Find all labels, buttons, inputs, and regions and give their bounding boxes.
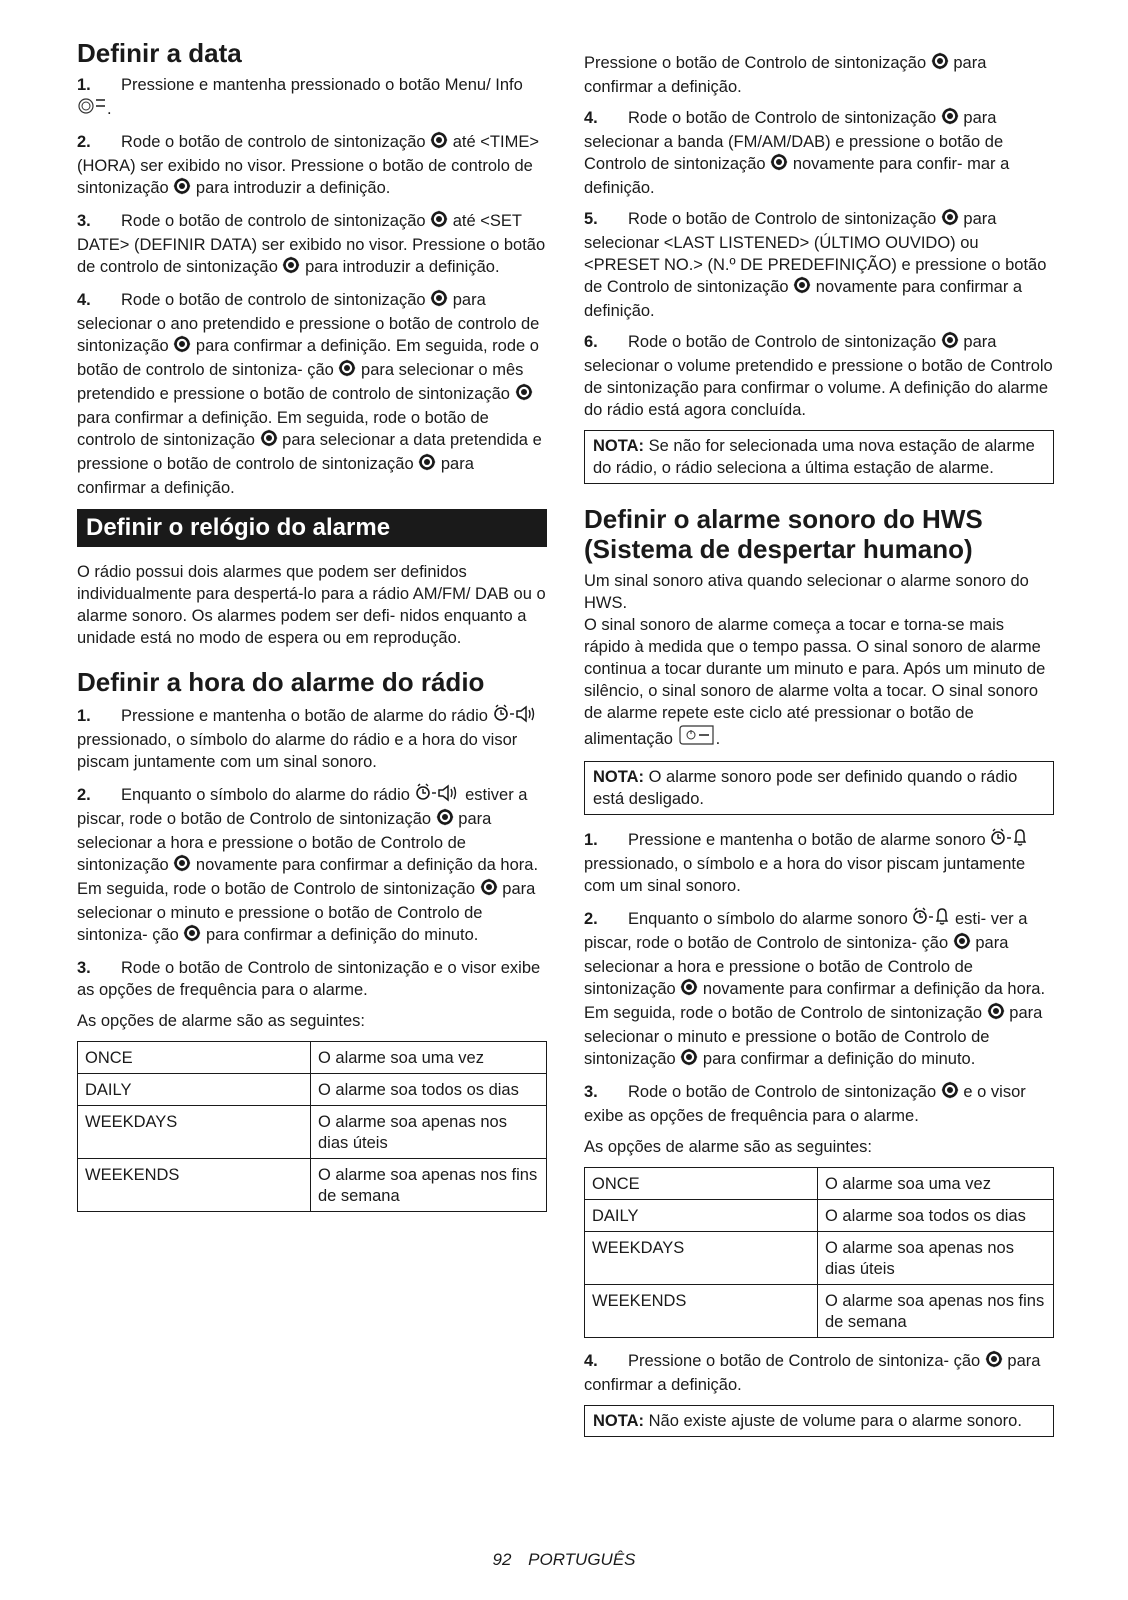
date-step-3	[77, 210, 547, 280]
step-text: Rode o botão de controlo de sintonização	[121, 133, 426, 151]
table-cell: O alarme soa apenas nos dias úteis	[311, 1106, 547, 1159]
table-cell: DAILY	[585, 1200, 818, 1232]
table-cell: WEEKENDS	[585, 1285, 818, 1338]
tuning-knob-icon	[430, 289, 448, 313]
step-text: até <SET DATE> (DEFINIR DATA) ser exibido no visor. Pressione o botão de controlo de sintonização	[77, 212, 546, 276]
step-text: Pressione e mantenha pressionado o botão Menu/ Info	[121, 76, 523, 94]
buzzer-step-3	[584, 1081, 1054, 1127]
step-text: .	[107, 100, 112, 118]
tuning-knob-icon	[173, 177, 191, 201]
step-text: Rode o botão de Controlo de sintonização	[628, 210, 937, 228]
radio-step-continued	[584, 52, 1054, 98]
radio-step-5	[584, 208, 1054, 322]
step-text: Pressione e mantenha o botão de alarme sonoro	[628, 831, 986, 849]
paragraph-text: .	[715, 730, 721, 748]
power-button-icon	[678, 724, 716, 752]
alarm-options-table	[584, 1167, 1054, 1338]
tuning-knob-icon	[793, 276, 811, 300]
step-number: 4.	[584, 1352, 598, 1370]
table-row	[585, 1168, 1054, 1200]
step-text: para confirmar a definição.	[584, 54, 987, 96]
radio-alarm-icon	[415, 782, 461, 808]
radio-alarm-icon	[493, 703, 539, 729]
note-label: NOTA:	[593, 437, 645, 455]
radio-step-2	[77, 782, 547, 948]
step-number: 3.	[77, 212, 91, 230]
table-row	[78, 1074, 547, 1106]
table-cell: O alarme soa apenas nos fins de semana	[311, 1159, 547, 1212]
step-text: para selecionar a data pretendida e pressione o botão de controlo de sintonização	[77, 431, 542, 473]
buzzer-step-1	[584, 827, 1054, 897]
tuning-knob-icon	[985, 1350, 1003, 1374]
tuning-knob-icon	[941, 208, 959, 232]
table-cell: ONCE	[78, 1042, 311, 1074]
step-text: para confirmar a definição.	[584, 1352, 1041, 1394]
step-text: Pressione e mantenha o botão de alarme do rádio	[121, 707, 488, 725]
step-text: pressionado, o símbolo e a hora do visor piscam juntamente com um sinal sonoro.	[584, 855, 1026, 895]
date-step-2	[77, 131, 547, 201]
table-row	[78, 1042, 547, 1074]
table-cell: WEEKDAYS	[78, 1106, 311, 1159]
section-title-set-date: Definir a data	[77, 38, 242, 68]
step-text: para selecionar <LAST LISTENED> (ÚLTIMO OUVIDO) ou <PRESET NO.> (N.º DE PREDEFINIÇÃO) e pressione o botão de Controlo de sintonização	[584, 210, 1047, 296]
tuning-knob-icon	[260, 429, 278, 453]
step-text: esti- ver a piscar, rode o botão de Controlo de sintoniza- ção	[584, 910, 1028, 952]
step-text: para confirmar a definição. Em seguida, rode o botão de controlo de sintoniza- ção	[77, 337, 539, 379]
options-intro: As opções de alarme são as seguintes:	[584, 1138, 873, 1156]
tuning-knob-icon	[931, 52, 949, 76]
buzzer-step-2	[584, 906, 1054, 1072]
step-text: novamente para confirmar a definição da hora. Em seguida, rode o botão de Controlo de sintonização	[77, 856, 539, 898]
step-text: novamente para confir- mar a definição.	[584, 155, 1010, 197]
step-text: Rode o botão de controlo de sintonização	[121, 212, 426, 230]
radio-step-1	[77, 703, 547, 773]
section-title-radio-alarm-time: Definir a hora do alarme do rádio	[77, 667, 485, 697]
step-text: Pressione o botão de Controlo de sintonização	[584, 54, 927, 72]
tuning-knob-icon	[987, 1002, 1005, 1026]
note-box	[584, 1405, 1054, 1437]
step-text: para selecionar o mês pretendido e pressione o botão de controlo de sintonização	[77, 361, 524, 403]
step-number: 5.	[584, 210, 598, 228]
tuning-knob-icon	[430, 131, 448, 155]
step-text: e o visor exibe as opções de frequência para o alarme.	[584, 1083, 1026, 1125]
tuning-knob-icon	[680, 978, 698, 1002]
table-cell: WEEKDAYS	[585, 1232, 818, 1285]
radio-step-6	[584, 331, 1054, 421]
step-number: 2.	[77, 133, 91, 151]
step-text: Enquanto o símbolo do alarme do rádio	[121, 786, 410, 804]
tuning-knob-icon	[770, 153, 788, 177]
buzzer-step-4	[584, 1350, 1054, 1396]
table-cell: WEEKENDS	[78, 1159, 311, 1212]
tuning-knob-icon	[418, 453, 436, 477]
step-text: para selecionar o minuto e pressione o botão de Controlo de sintonização	[584, 1004, 1043, 1068]
step-number: 2.	[77, 786, 91, 804]
table-cell: O alarme soa apenas nos fins de semana	[818, 1285, 1054, 1338]
step-number: 4.	[77, 291, 91, 309]
step-number: 1.	[77, 707, 91, 725]
paragraph-text: O sinal sonoro de alarme começa a tocar e torna-se mais rápido à medida que o tempo passa. O sinal sonoro de alarme continua a tocar durante um minuto e para. Após um minuto de silêncio, o sinal sonoro de alarme volta a tocar. O sinal sonoro de alarme repete este ciclo até pressionar o botão de alimentação	[584, 616, 1046, 748]
step-number: 4.	[584, 109, 598, 127]
buzzer-alarm-icon	[912, 906, 950, 932]
note-text: O alarme sonoro pode ser definido quando o rádio está desligado.	[593, 768, 1018, 808]
right-column	[584, 38, 1054, 1449]
tuning-knob-icon	[173, 335, 191, 359]
table-row	[78, 1159, 547, 1212]
step-text: para selecionar o volume pretendido e pressione o botão de Controlo de sintonização para confirmar o volume. A definição do alarme do rádio está agora concluída.	[584, 333, 1053, 419]
page-footer	[0, 1550, 1128, 1570]
hws-intro: Um sinal sonoro ativa quando selecionar o alarme sonoro do HWS.	[584, 572, 1029, 612]
tuning-knob-icon	[338, 359, 356, 383]
step-text: para selecionar o ano pretendido e pressione o botão de controlo de sintonização	[77, 291, 540, 355]
table-row	[585, 1200, 1054, 1232]
options-intro: As opções de alarme são as seguintes:	[77, 1012, 366, 1030]
step-text: para introduzir a definição.	[195, 179, 391, 197]
step-text: Pressione o botão de Controlo de sintoniza- ção	[628, 1352, 981, 1370]
table-row	[585, 1232, 1054, 1285]
buzzer-alarm-icon	[990, 827, 1028, 853]
date-step-4	[77, 289, 547, 499]
step-text: para selecionar o minuto e pressione o botão de Controlo de sintoniza- ção	[77, 880, 536, 944]
radio-step-4	[584, 107, 1054, 199]
step-text: para confirmar a definição do minuto.	[206, 926, 479, 944]
step-text: novamente para confirmar a definição da hora. Em seguida, rode o botão de Controlo de sintonização	[584, 980, 1046, 1022]
menu-info-button-icon	[77, 96, 107, 122]
tuning-knob-icon	[436, 808, 454, 832]
step-text: Enquanto o símbolo do alarme sonoro	[628, 910, 908, 928]
table-row	[585, 1285, 1054, 1338]
table-cell: O alarme soa apenas nos dias úteis	[818, 1232, 1054, 1285]
tuning-knob-icon	[183, 924, 201, 948]
footer-language: PORTUGUÊS	[528, 1550, 636, 1569]
note-label: NOTA:	[593, 1412, 645, 1430]
step-number: 3.	[584, 1083, 598, 1101]
tuning-knob-icon	[430, 210, 448, 234]
step-text: para introduzir a definição.	[305, 258, 500, 276]
step-number: 1.	[77, 76, 91, 94]
step-text: Rode o botão de Controlo de sintonização	[628, 1083, 937, 1101]
step-text: Rode o botão de controlo de sintonização	[121, 291, 426, 309]
step-text: pressionado, o símbolo do alarme do rádio e a hora do visor piscam juntamente com um sinal sonoro.	[77, 731, 518, 771]
note-text: Não existe ajuste de volume para o alarme sonoro.	[648, 1412, 1022, 1430]
step-number: 6.	[584, 333, 598, 351]
step-text: Rode o botão de Controlo de sintonização	[628, 109, 937, 127]
step-text: para confirmar a definição do minuto.	[702, 1050, 976, 1068]
tuning-knob-icon	[941, 107, 959, 131]
step-text: para confirmar a definição.	[77, 455, 474, 497]
step-text: estiver a piscar, rode o botão de Controlo de sintonização	[77, 786, 528, 828]
step-text: até <TIME> (HORA) ser exibido no visor. Pressione o botão de controlo de sintonização	[77, 133, 539, 197]
date-step-1	[77, 74, 547, 122]
tuning-knob-icon	[953, 932, 971, 956]
table-cell: O alarme soa uma vez	[818, 1168, 1054, 1200]
step-text: para confirmar a definição. Em seguida, rode o botão de controlo de sintonização	[77, 409, 489, 449]
tuning-knob-icon	[480, 878, 498, 902]
section-title-hws-alarm: Definir o alarme sonoro do HWS (Sistema de despertar humano)	[584, 504, 983, 564]
tuning-knob-icon	[282, 256, 300, 280]
tuning-knob-icon	[515, 383, 533, 407]
page-number: 92	[492, 1550, 512, 1569]
note-box	[584, 430, 1054, 484]
note-box	[584, 761, 1054, 815]
step-number: 2.	[584, 910, 598, 928]
step-text: Rode o botão de Controlo de sintonização e o visor exibe as opções de frequência para o alarme.	[77, 959, 541, 999]
step-text: Rode o botão de Controlo de sintonização	[628, 333, 937, 351]
note-label: NOTA:	[593, 768, 645, 786]
step-number: 3.	[77, 959, 91, 977]
section-banner-alarm-clock: Definir o relógio do alarme	[77, 509, 547, 547]
table-cell: O alarme soa todos os dias	[818, 1200, 1054, 1232]
alarm-intro: O rádio possui dois alarmes que podem ser definidos individualmente para despertá-lo para a rádio AM/FM/ DAB ou o alarme sonoro. Os alarmes podem ser defi- nidos enquanto a unidade está no modo de espera ou em reprodução.	[77, 563, 546, 647]
tuning-knob-icon	[941, 1081, 959, 1105]
tuning-knob-icon	[173, 854, 191, 878]
left-column	[77, 38, 547, 1224]
tuning-knob-icon	[941, 331, 959, 355]
step-text: novamente para confirmar a definição.	[584, 278, 1023, 320]
table-cell: ONCE	[585, 1168, 818, 1200]
step-text: para selecionar a banda (FM/AM/DAB) e pressione o botão de Controlo de sintonização	[584, 109, 1004, 173]
note-text: Se não for selecionada uma nova estação de alarme do rádio, o rádio seleciona a última estação de alarme.	[593, 437, 1035, 477]
step-text: para selecionar a hora e pressione o botão de Controlo de sintonização	[584, 934, 1009, 998]
step-number: 1.	[584, 831, 598, 849]
hws-description	[584, 614, 1054, 752]
alarm-options-table	[77, 1041, 547, 1212]
step-text: para selecionar a hora e pressione o botão de Controlo de sintonização	[77, 810, 492, 874]
table-cell: O alarme soa uma vez	[311, 1042, 547, 1074]
table-cell: DAILY	[78, 1074, 311, 1106]
table-row	[78, 1106, 547, 1159]
tuning-knob-icon	[680, 1048, 698, 1072]
table-cell: O alarme soa todos os dias	[311, 1074, 547, 1106]
radio-step-3	[77, 957, 547, 1001]
